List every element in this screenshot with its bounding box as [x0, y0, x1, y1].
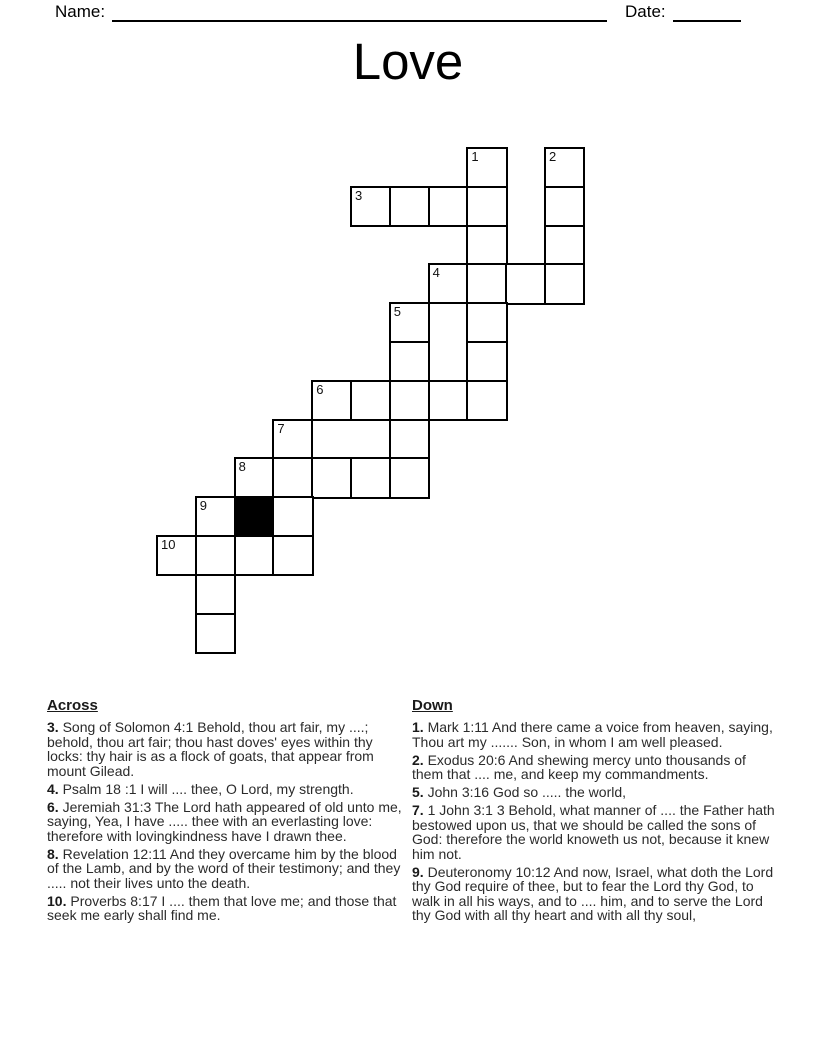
answer-cell[interactable] [505, 263, 546, 304]
answer-cell[interactable] [156, 535, 197, 576]
clue-item-down-9: 9. Deuteronomy 10:12 And now, Israel, what doth the Lord thy God require of thee, but to fear the Lord thy God, to walk in all his ways, and to .... him, and to serve the Lord thy God with all thy heart and with all thy soul, [412, 863, 774, 923]
answer-cell[interactable] [466, 341, 507, 382]
clue-number: 6 [316, 381, 324, 397]
answer-cell[interactable] [389, 341, 430, 382]
date-label: Date: [625, 2, 666, 21]
date-blank-line[interactable] [673, 1, 741, 22]
answer-cell[interactable] [466, 147, 507, 188]
answer-cell[interactable] [195, 496, 236, 537]
answer-cell[interactable] [272, 419, 313, 460]
clue-number: 2 [549, 149, 557, 164]
answer-cell[interactable] [234, 535, 275, 576]
answer-cell[interactable] [466, 186, 507, 227]
clue-number: 3 [355, 187, 363, 203]
clue-item-across-4: 4. Psalm 18 :1 I will .... thee, O Lord, my strength. [47, 780, 354, 797]
clue-item-number: 5. [412, 784, 424, 800]
clues-down-section [412, 698, 776, 926]
answer-cell[interactable] [466, 225, 507, 266]
answer-cell[interactable] [466, 263, 507, 304]
answer-cell[interactable] [195, 613, 236, 654]
answer-cell[interactable] [272, 496, 313, 537]
down-clue-list [412, 720, 776, 923]
answer-cell[interactable] [544, 263, 585, 304]
answer-cell[interactable] [428, 302, 469, 382]
answer-cell[interactable] [389, 380, 430, 421]
clue-item-across-10: 10. Proverbs 8:17 I .... them that love me; and those that seek me early shall find me. [47, 892, 397, 923]
blocked-cell [234, 496, 275, 537]
clue-number: 1 [471, 149, 479, 164]
clue-item-number: 10. [47, 892, 67, 909]
answer-cell[interactable] [195, 574, 236, 615]
clue-item-number: 9. [412, 863, 424, 880]
clue-item-across-8: 8. Revelation 12:11 And they overcame him by the blood of the Lamb, and by the word of their testimony; and they ..... not their lives unto the death. [47, 845, 401, 891]
clue-number: 5 [393, 304, 402, 320]
answer-cell[interactable] [544, 225, 585, 266]
clue-item-number: 1. [412, 719, 424, 735]
clue-item-down-5: 5. John 3:16 God so ..... the world, [412, 784, 627, 800]
clue-item-across-3: 3. Song of Solomon 4:1 Behold, thou art fair, my ....; behold, thou art fair; thou hast doves' eyes within thy locks: thy hair is as a flock of goats, that appear from mount Gilead. [47, 719, 374, 779]
clue-number: 7 [277, 420, 285, 436]
across-heading: Across [47, 697, 98, 714]
answer-cell[interactable] [272, 457, 313, 498]
answer-cell[interactable] [428, 186, 469, 227]
clue-item-number: 2. [412, 751, 424, 768]
clue-item-number: 4. [47, 780, 59, 797]
answer-cell[interactable] [234, 457, 275, 498]
name-label: Name: [55, 2, 106, 21]
clue-item-number: 3. [47, 719, 59, 735]
answer-cell[interactable] [311, 419, 391, 460]
clue-number: 4 [432, 265, 440, 281]
answer-cell[interactable] [389, 302, 430, 343]
clue-number: 8 [238, 459, 246, 475]
answer-cell[interactable] [544, 186, 585, 227]
answer-cell[interactable] [428, 380, 469, 421]
down-heading: Down [412, 697, 453, 714]
clue-item-number: 7. [412, 802, 424, 818]
name-blank-line[interactable] [112, 1, 607, 22]
clue-item-across-6: 6. Jeremiah 31:3 The Lord hath appeared of old unto me, saying, Yea, I have ..... thee with an everlasting love: therefore with lovingkindness have I drawn thee. [47, 798, 402, 844]
across-clue-list [47, 720, 403, 923]
clues-across-section [47, 698, 403, 926]
answer-cell[interactable] [350, 380, 391, 421]
clue-item-down-7: 7. 1 John 3:1 3 Behold, what manner of .... the Father hath bestowed upon us, that we should be called the sons of God: therefore the world knoweth us not, because it knew him not. [412, 802, 775, 862]
answer-cell[interactable] [389, 419, 430, 460]
answer-cell[interactable] [428, 263, 469, 304]
answer-cell[interactable] [350, 457, 391, 498]
answer-cell[interactable] [272, 535, 313, 576]
answer-cell[interactable] [466, 380, 507, 421]
answer-cell[interactable] [389, 457, 430, 498]
clue-item-number: 8. [47, 845, 59, 862]
clue-number: 9 [199, 498, 208, 514]
clue-item-down-2: 2. Exodus 20:6 And shewing mercy unto thousands of them that .... me, and keep my commandments. [412, 751, 746, 782]
answer-cell[interactable] [311, 457, 352, 498]
clue-number: 10 [161, 537, 176, 552]
answer-cell[interactable] [466, 302, 507, 343]
clue-item-down-1: 1. Mark 1:11 And there came a voice from heaven, saying, Thou art my ....... Son, in whom I am well pleased. [412, 719, 773, 750]
answer-cell[interactable] [350, 186, 391, 227]
answer-cell[interactable] [544, 147, 585, 188]
answer-cell[interactable] [195, 535, 236, 576]
answer-cell[interactable] [389, 186, 430, 227]
answer-cell[interactable] [311, 380, 352, 421]
puzzle-title: Love [352, 33, 464, 90]
clue-item-number: 6. [47, 798, 59, 815]
